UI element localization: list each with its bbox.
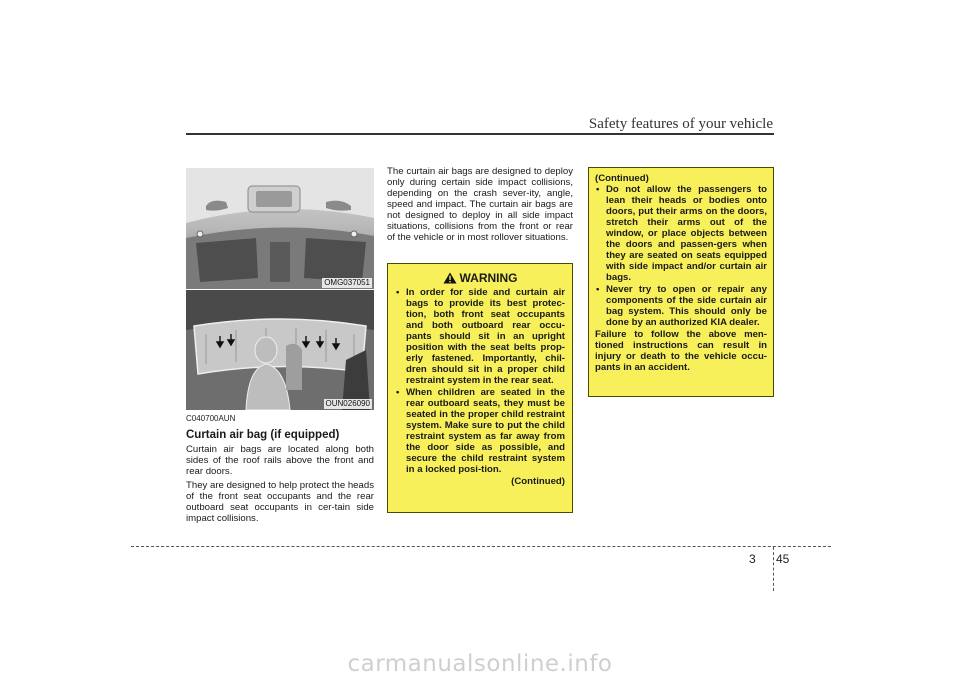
image-code: OMG037051: [324, 278, 370, 287]
footer-rule: [131, 546, 831, 547]
curtain-airbag-illustration: [186, 290, 374, 410]
list-item: • Never try to open or repair any components of the side curtain air bag system. This should only be done by an authorized KIA dealer.: [595, 284, 767, 328]
warning-header: [395, 272, 565, 284]
paragraph: They are designed to help protect the heads of the front seat occupants and the rear outboard seat occupants in cer-tain side impact collisions.: [186, 480, 374, 524]
header-rule: [186, 133, 774, 135]
continued-list: [595, 184, 767, 328]
continued-label: (Continued): [511, 476, 565, 487]
page-number: 45: [776, 552, 790, 566]
warning-title: WARNING: [459, 271, 518, 285]
warning-triangle-icon: [443, 272, 457, 284]
continued-heading: (Continued): [595, 173, 649, 184]
section-heading: Curtain air bag (if equipped): [186, 429, 340, 441]
continued-footer: Failure to follow the above men-tioned instructions can result in injury or death to the vehicle occu-pants in an accident.: [595, 329, 767, 373]
paragraph: The curtain air bags are designed to deploy only during certain side impact collisions, depending on the crash sever-ity, angle, speed and impact. The curtain air bags are not designed to deploy in all side impact situations, collisions from the front or rear of the vehicle or in most rollover situations.: [387, 166, 573, 243]
interior-roof-illustration: [186, 168, 374, 289]
continued-box: [588, 167, 774, 397]
footer-divider: [773, 547, 774, 591]
watermark: carmanualsonline.info: [347, 651, 613, 677]
header-title: Safety features of your vehicle: [588, 116, 773, 132]
curtain-airbag-photo: [186, 290, 374, 410]
doc-code: C040700AUN: [186, 414, 236, 423]
list-item: • Do not allow the passengers to lean their heads or bodies onto doors, put their arms on the doors, stretch their arms out of the window, or place objects between the doors and passen-gers when they are seated on seats equipped with side impact and/or curtain air bags.: [595, 184, 767, 283]
middle-column-intro: [387, 166, 573, 246]
interior-roof-photo: [186, 168, 374, 289]
image-code: OUN026090: [325, 399, 370, 408]
list-item: • In order for side and curtain air bags to provide its best protec-tion, both front seat occupants and both outboard rear occu-pants should sit in an upright position with the seat belts prop-erly fastened. Importantly, chil-dren should sit in a proper child restraint system in the rear seat.: [395, 287, 565, 386]
left-column: [186, 414, 374, 527]
list-item: • When children are seated in the rear outboard seats, they must be seated in the proper child restraint system. Make sure to put the child restraint system as far away from the door side as possible, and secure the child restraint system in a locked posi-tion.: [395, 387, 565, 475]
paragraph: Curtain air bags are located along both sides of the roof rails above the front and rear doors.: [186, 444, 374, 477]
warning-box: [387, 263, 573, 513]
warning-list: [395, 287, 565, 475]
page-section: 3: [749, 552, 756, 566]
